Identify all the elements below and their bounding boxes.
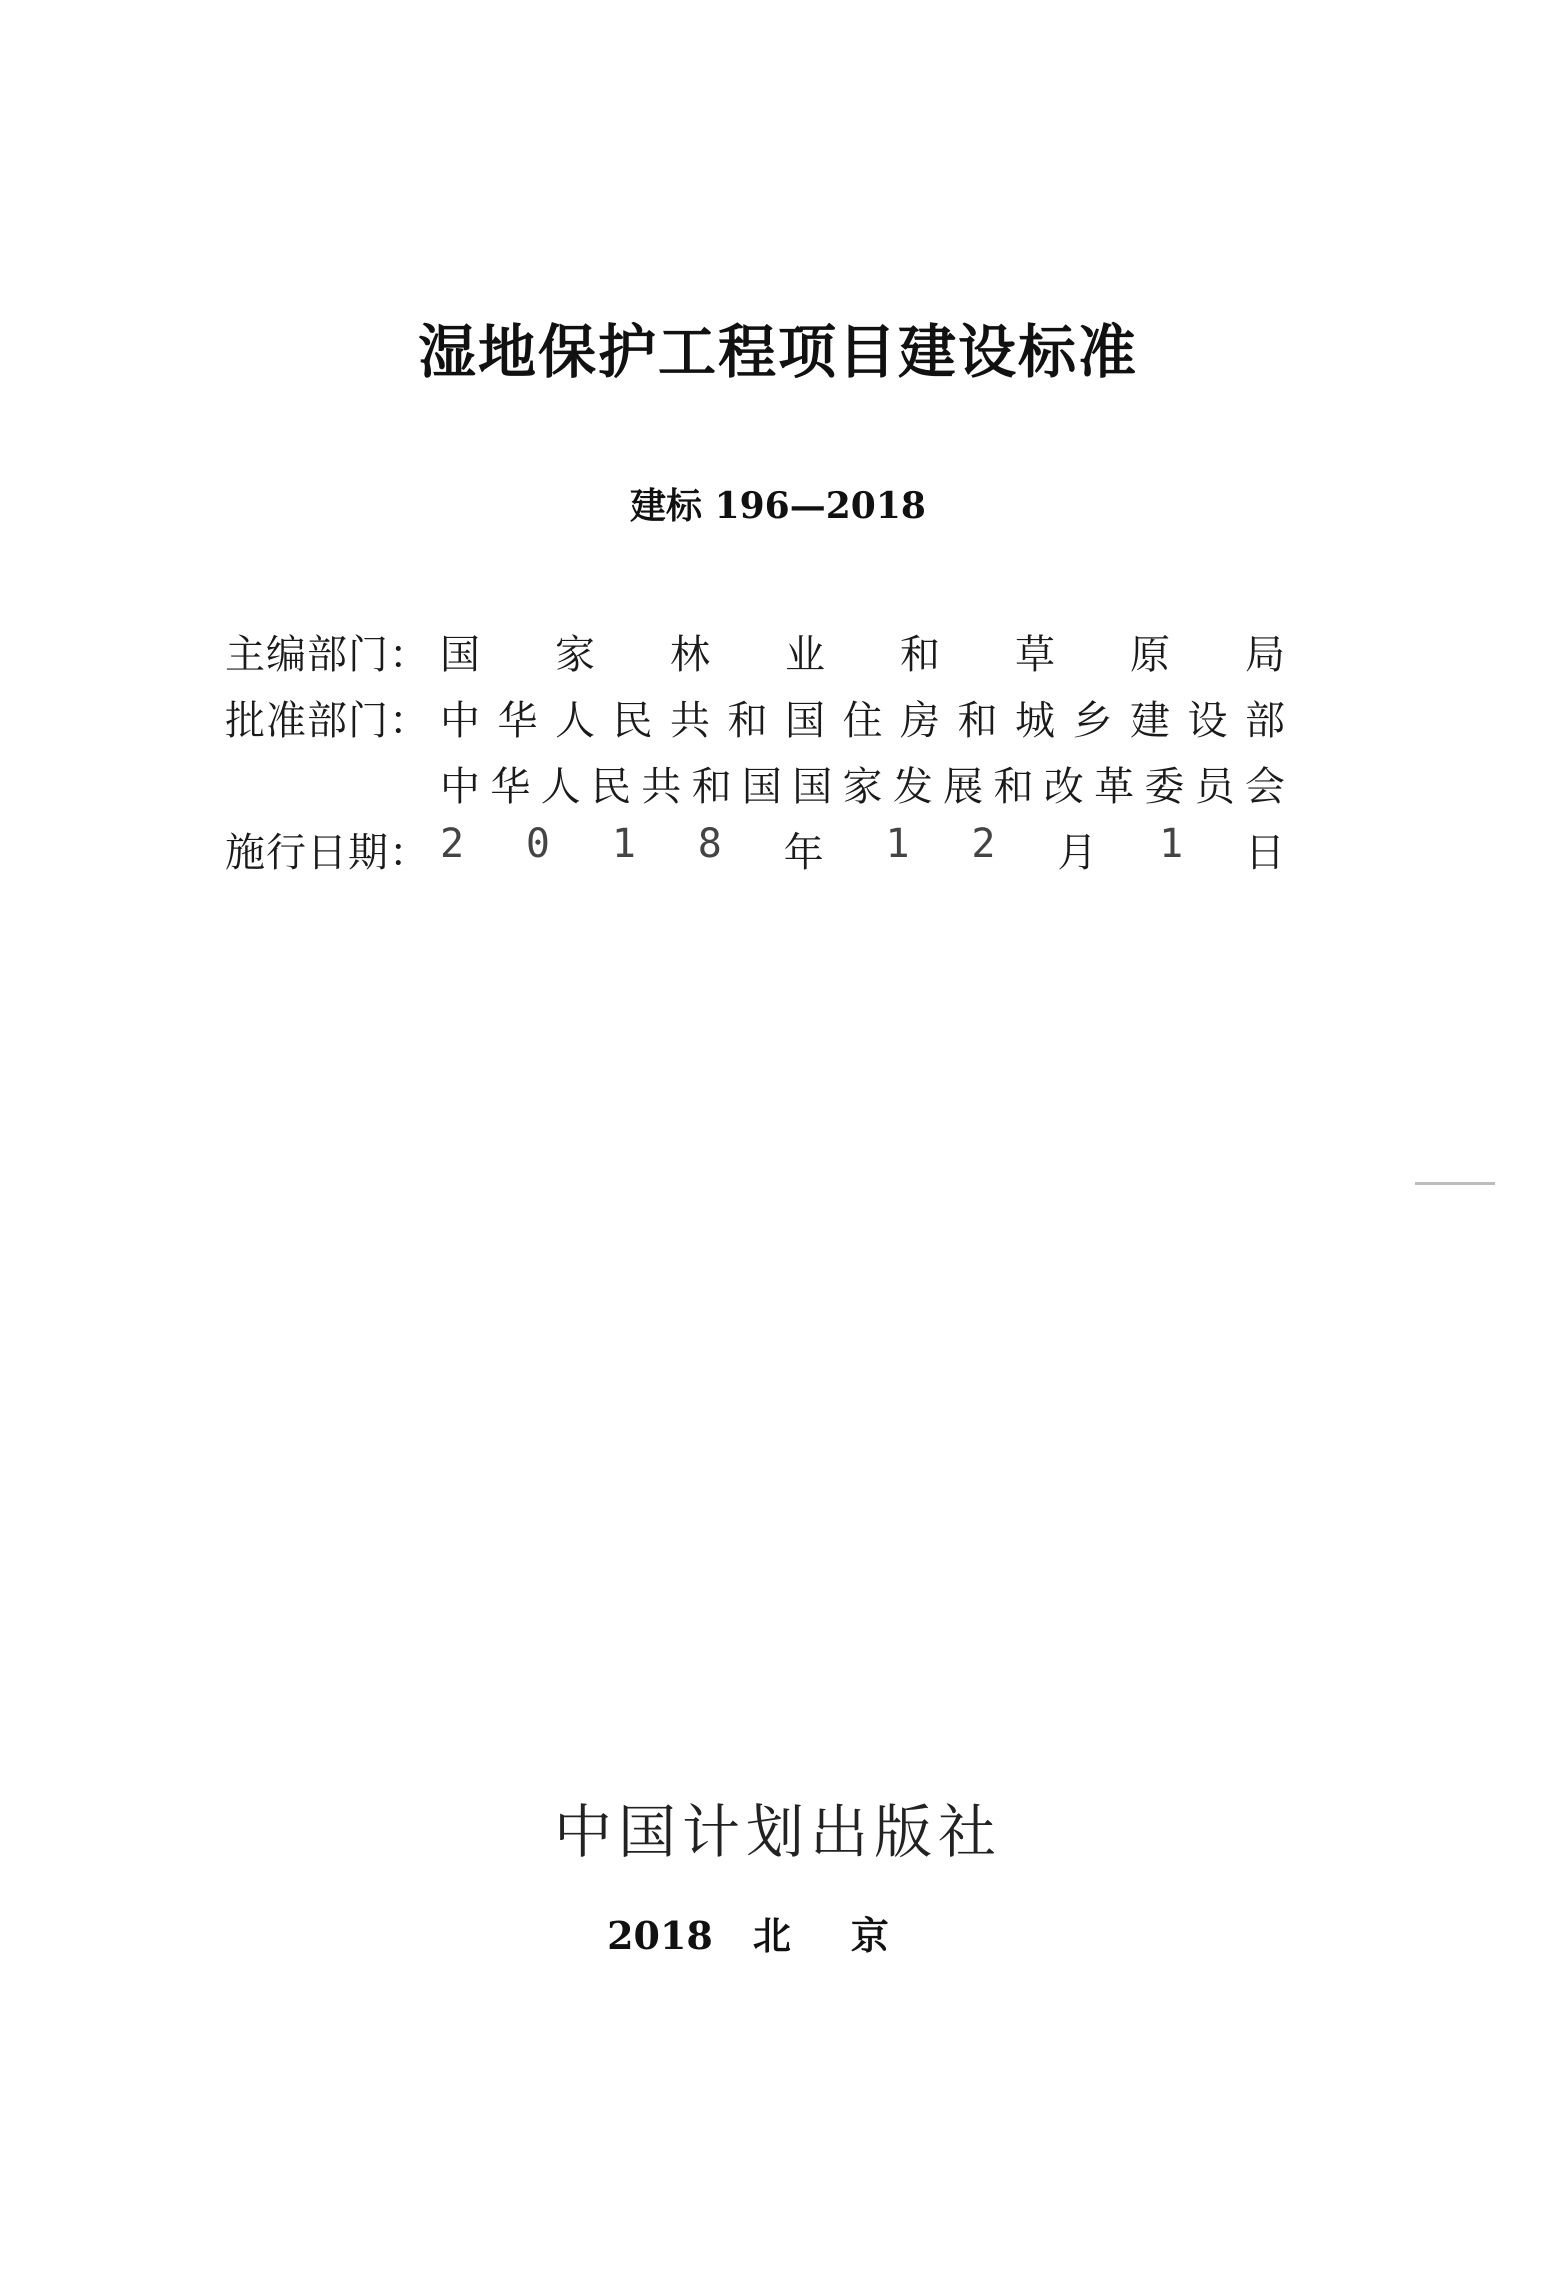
editor-row bbox=[225, 618, 1285, 684]
approver-row-2 bbox=[225, 750, 1285, 816]
date-value: 2 0 1 8 年 1 2 月 1 日 bbox=[440, 820, 1285, 876]
editor-label: 主编部门： bbox=[225, 631, 430, 678]
date-row bbox=[225, 816, 1285, 882]
imprint-line bbox=[0, 1905, 1556, 1960]
date-label: 施行日期： bbox=[225, 829, 430, 876]
editor-value: 国 家 林 业 和 草 原 局 bbox=[440, 631, 1285, 678]
imprint-year: 2018 bbox=[607, 1913, 713, 1958]
publisher-name: 中国计划出版社 bbox=[553, 1798, 1002, 1866]
approver-value-2: 中 华 人 民 共 和 国 国 家 发 展 和 改 革 委 员 会 bbox=[440, 763, 1285, 810]
standard-code: 建标 196—2018 bbox=[630, 485, 926, 527]
scan-mark bbox=[1415, 1182, 1495, 1185]
approver-row bbox=[225, 684, 1285, 750]
imprint-city: 北京 bbox=[752, 1913, 949, 1958]
approver-value-1: 中 华 人 民 共 和 国 住 房 和 城 乡 建 设 部 bbox=[440, 697, 1285, 744]
document-title: 湿地保护工程项目建设标准 bbox=[417, 318, 1138, 386]
approver-label: 批准部门： bbox=[225, 697, 430, 744]
info-block bbox=[225, 618, 1285, 882]
